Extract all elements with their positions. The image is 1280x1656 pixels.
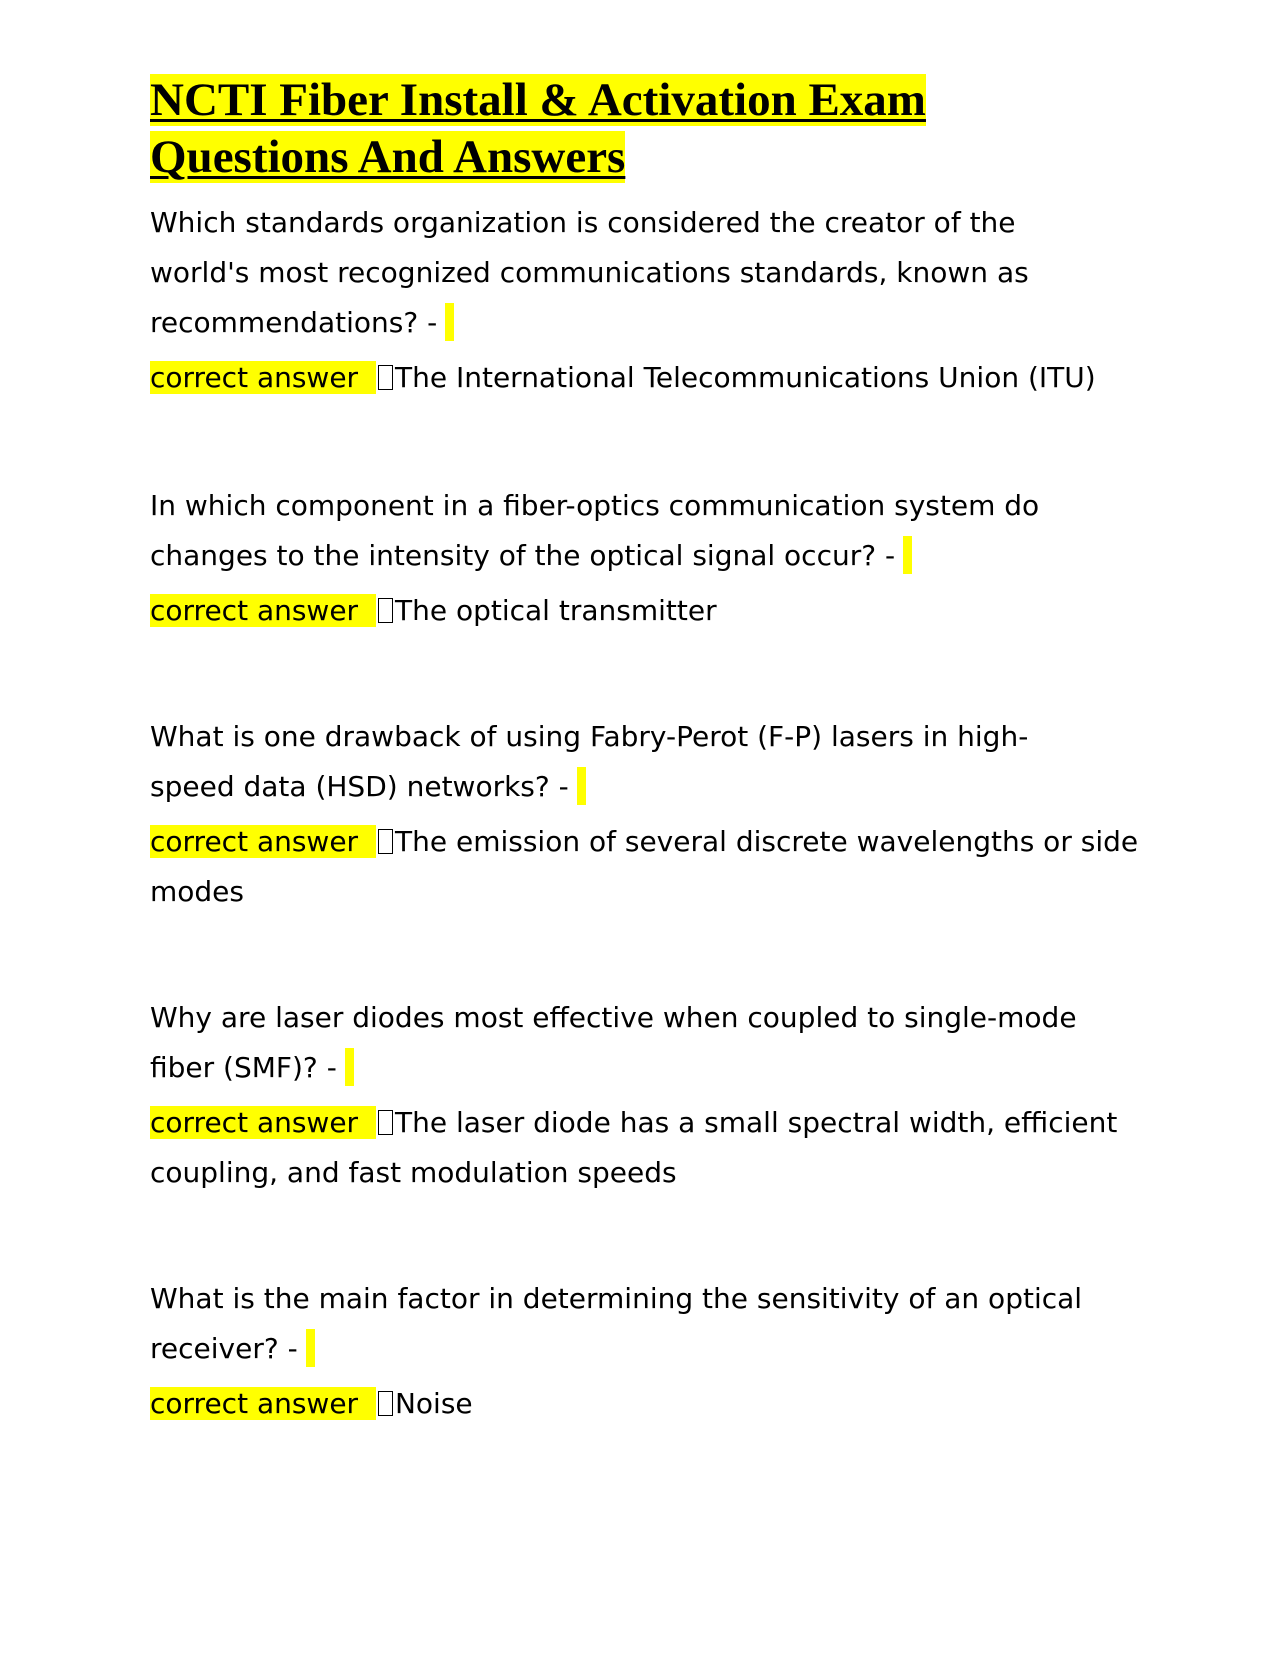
highlight-marker <box>445 303 454 341</box>
highlight-marker <box>903 536 912 574</box>
correct-answer-label: correct answer <box>150 825 376 858</box>
qa-item-2 <box>150 481 1140 636</box>
correct-answer-label: correct answer <box>150 361 376 394</box>
answer-line <box>150 1379 1140 1429</box>
qa-item-5 <box>150 1274 1140 1429</box>
highlight-marker <box>345 1048 354 1086</box>
answer-text: The laser diode has a small spectral width, efficient coupling, and fast modulation speeds <box>150 1106 1118 1189</box>
title-line-1: NCTI Fiber Install & Activation Exam <box>150 74 926 126</box>
answer-line <box>150 1098 1140 1198</box>
missing-glyph-icon <box>378 598 393 623</box>
highlight-marker <box>306 1329 315 1367</box>
qa-item-1 <box>150 198 1140 403</box>
question-text: What is one drawback of using Fabry-Perot (F-P) lasers in high- speed data (HSD) networks? - <box>150 720 1029 803</box>
qa-item-3 <box>150 712 1140 917</box>
answer-line <box>150 586 1140 636</box>
spacer <box>150 636 1140 712</box>
answer-text: The optical transmitter <box>394 594 717 627</box>
correct-answer-label: correct answer <box>150 594 376 627</box>
missing-glyph-icon <box>378 1391 393 1416</box>
highlight-marker <box>577 767 586 805</box>
answer-text: Noise <box>394 1387 473 1420</box>
correct-answer-label: correct answer <box>150 1387 376 1420</box>
title-line-2: Questions And Answers <box>150 131 626 183</box>
question-text: In which component in a fiber-optics communication system do changes to the intensity of the optical signal occur? - <box>150 489 1040 572</box>
answer-line <box>150 353 1140 403</box>
question-text: What is the main factor in determining the sensitivity of an optical receiver? - <box>150 1282 1083 1365</box>
correct-answer-label: correct answer <box>150 1106 376 1139</box>
spacer <box>150 1198 1140 1274</box>
document-title <box>150 72 1140 186</box>
spacer <box>150 917 1140 993</box>
answer-line <box>150 817 1140 917</box>
spacer <box>150 403 1140 481</box>
answer-text: The emission of several discrete wavelengths or side modes <box>150 825 1139 908</box>
answer-text: The International Telecommunications Union (ITU) <box>394 361 1096 394</box>
missing-glyph-icon <box>378 365 393 390</box>
document-content <box>150 72 1140 1429</box>
missing-glyph-icon <box>378 829 393 854</box>
qa-item-4 <box>150 993 1140 1198</box>
missing-glyph-icon <box>378 1110 393 1135</box>
question-text: Why are laser diodes most effective when coupled to single-mode fiber (SMF)? - <box>150 1001 1077 1084</box>
question-text: Which standards organization is considered the creator of the world's most recognized communications standards, known as recommendations? - <box>150 206 1029 339</box>
